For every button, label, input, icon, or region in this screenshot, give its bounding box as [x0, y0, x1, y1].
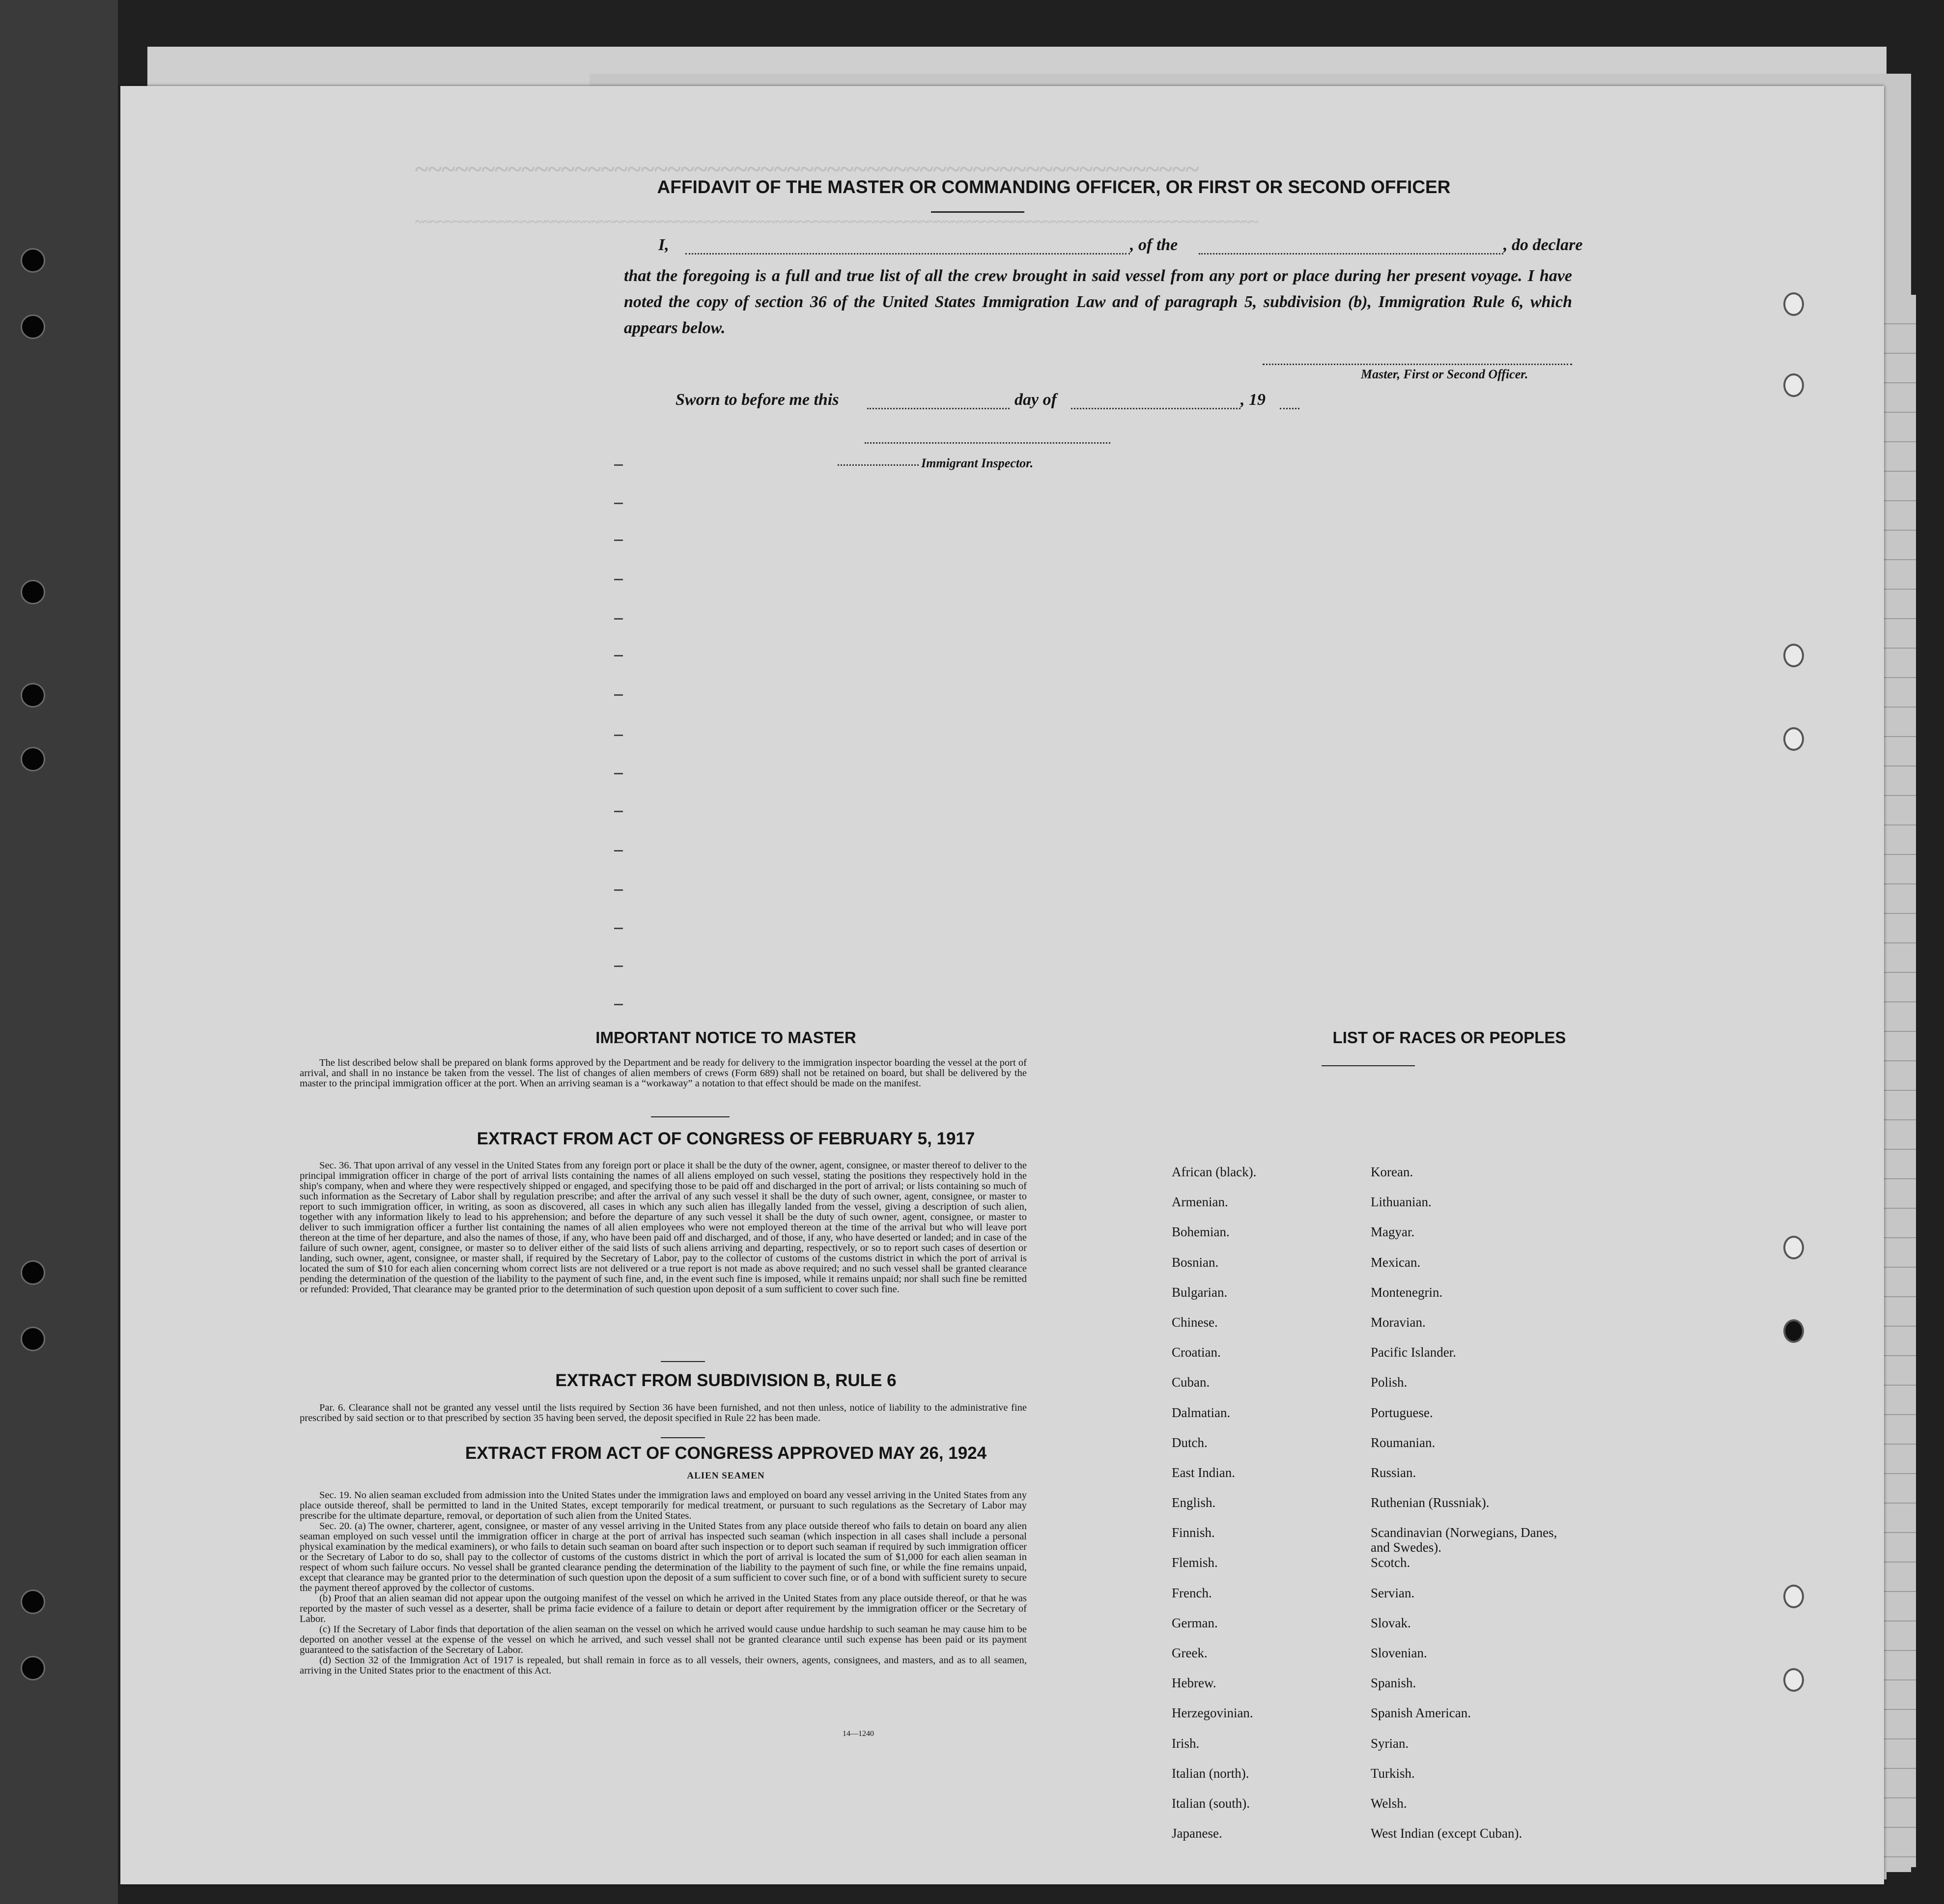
binder-hole [21, 1327, 45, 1351]
declarant-i-label: I, [658, 236, 669, 254]
extract-rule6-title: EXTRACT FROM SUBDIVISION B, RULE 6 [555, 1371, 897, 1390]
race-name: German. [1172, 1615, 1218, 1630]
race-item [1172, 1165, 1256, 1194]
day-of-label: day of [1014, 391, 1057, 409]
race-item [1172, 1255, 1256, 1285]
extract-1924-paragraph: (b) Proof that an alien seaman did not appear upon the outgoing manifest of the vessel on which he arrived in the United States from any place outside thereof, or that he was reported by the master of such vessel as a deserter, shall be prima facie evidence of a failure to detain or deport after requirement by the immigration officer or the Secretary of Labor. [300, 1593, 1027, 1624]
race-item [1172, 1465, 1256, 1495]
race-item [1371, 1315, 1577, 1345]
bleed-through-text: ~~~~~~~~~~~~~~~~~~~~~~~~~~~~~~~~~~~~~~~~~~~~~~~~~~~~~~~~~~~ [415, 155, 1199, 183]
race-item [1371, 1616, 1577, 1646]
race-name: Croatian. [1172, 1345, 1221, 1360]
margin-tick [614, 928, 623, 929]
extract-1924-title: EXTRACT FROM ACT OF CONGRESS APPROVED MAY 26, 1924 [465, 1444, 987, 1463]
race-item [1172, 1405, 1256, 1435]
extract-1924-paragraph: Sec. 20. (a) The owner, charterer, agent, consignee, or master of any vessel arriving in the United States from any place outside thereof who fails to detain on board any alien seaman employed on such vessel until the immigration officer in charge at the port of arrival has inspected such seaman (which inspection in all cases shall include a personal physical examination by the medical examiners), or who fails to detain such seaman on board after such inspection or to deport such seaman if required by such immigration officer or the Secretary of Labor to do so, shall pay to the collector of customs of the customs district in which the port of arrival is located the sum of $1,000 for each alien seaman in respect of whom such failure occurs. No vessel shall be granted clearance pending the determination of the liability to the payment of such fine, or while the fine remains unpaid, except that clearance may be granted prior to the determination of such question upon the deposit of a sum sufficient to cover such fine, or of a bond with sufficient surety to secure the payment thereof approved by the collector of customs. [300, 1521, 1027, 1593]
section-divider [651, 1116, 730, 1117]
binder-hole [21, 314, 45, 339]
race-item [1371, 1736, 1577, 1766]
sworn-day-field[interactable] [867, 408, 1010, 409]
section-divider [661, 1361, 705, 1362]
inspector-signature-line[interactable] [865, 442, 1110, 444]
binder-strip [0, 0, 118, 1904]
binder-hole [21, 580, 45, 604]
race-name: Bosnian. [1172, 1254, 1219, 1270]
extract-1924-text [300, 1490, 1027, 1676]
form-number: 14—1240 [843, 1730, 874, 1738]
affidavit-body: that the foregoing is a full and true list of all the crew brought in said vessel from any port or place during her present voyage. I have noted the copy of section 36 of the United States Immigration Law and of paragraph 5, subdivision (b), Immigration Rule 6, which appears below. [624, 267, 1572, 337]
race-item [1371, 1495, 1577, 1525]
extract-1924-paragraph: Sec. 19. No alien seaman excluded from admission into the United States under the immigration laws and employed on board any vessel arriving in the United States from any place outside thereof, shall be permitted to land in the United States, except temporarily for medical treatment, or pursuant to such regulations as the Secretary of Labor may prescribe for the ultimate departure, removal, or deportation of such alien from the United States. [300, 1490, 1027, 1521]
race-name: Welsh. [1371, 1795, 1407, 1811]
sworn-month-field[interactable] [1071, 408, 1240, 409]
binder-hole [21, 1590, 45, 1614]
race-item [1371, 1465, 1577, 1495]
extract-1917-paragraph: Sec. 36. That upon arrival of any vessel in the United States from any foreign port or place it shall be the duty of the owner, agent, consignee, or master thereof to deliver to the principal immigration officer in charge of the port of arrival lists containing the names of all aliens employed on such vessel, stating the positions they respectively hold in the ship's company, when and where they were respectively shipped or engaged, and specifying those to be paid off and discharged in the port of arrival; or lists containing so much of such information as the Secretary of Labor shall by regulation prescribe; and after the arrival of any such vessel it shall be the duty of such owner, agent, consignee, or master to report to such immigration officer, in writing, as soon as discovered, all cases in which any such alien has illegally landed from the vessel, giving a description of such alien, together with any information likely to lead to his apprehension; and before the departure of any such vessel it shall be the duty of such owner, agent, consignee, or master to deliver to such immigration officer a further list containing the names of all alien employees who were not employed thereon at the time of the arrival but who will leave port thereon at the time of her departure, and also the names of those, if any, who have been paid off and discharged, and of those, if any, who have deserted or landed; and in case of the failure of such owner, agent, consignee, or master so to deliver either of the said lists of such aliens arriving and departing, respectively, or so to report such cases of desertion or landing, such owner, agent, consignee, or master shall, if required by the Secretary of Labor, pay to the collector of customs of the customs district in which the port of arrival is located the sum of $10 for each alien concerning whom correct lists are not delivered or a true report is not made as above required; and no such vessel shall be granted clearance pending the determination of the question of the liability to the payment of such fine, and, in the event such fine is imposed, while it remains unpaid; nor shall such fine be remitted or refunded: Provided, That clearance may be granted prior to the determination of such question upon deposit of a sum sufficient to cover such fine. [300, 1160, 1027, 1295]
race-name: Turkish. [1371, 1765, 1415, 1781]
affidavit-title: AFFIDAVIT OF THE MASTER OR COMMANDING OFFICER, OR FIRST OR SECOND OFFICER [657, 177, 1451, 197]
race-item [1371, 1405, 1577, 1435]
race-name: Finnish. [1172, 1525, 1215, 1540]
race-name: Slovenian. [1371, 1646, 1427, 1660]
page-hole [1783, 1585, 1804, 1608]
page-hole [1783, 644, 1804, 667]
race-item [1371, 1255, 1577, 1285]
notice-text [300, 1058, 1027, 1089]
page-hole [1783, 727, 1804, 751]
race-name: Portuguese. [1371, 1405, 1433, 1420]
race-item [1172, 1616, 1256, 1646]
race-name: Japanese. [1172, 1826, 1222, 1841]
race-name: Flemish. [1172, 1555, 1218, 1570]
race-name: Irish. [1172, 1735, 1200, 1751]
margin-tick [614, 464, 623, 466]
race-name: Syrian. [1371, 1735, 1409, 1751]
race-item [1172, 1285, 1256, 1315]
race-name: Italian (south). [1172, 1795, 1250, 1811]
race-item [1371, 1224, 1577, 1254]
race-item [1371, 1285, 1577, 1315]
race-name: Korean. [1371, 1165, 1413, 1179]
page-hole [1783, 1668, 1804, 1692]
race-name: Dalmatian. [1172, 1405, 1231, 1420]
margin-tick [614, 1004, 623, 1005]
margin-tick [614, 618, 623, 620]
race-item [1371, 1646, 1577, 1676]
binder-hole [21, 1260, 45, 1285]
race-name: Spanish. [1371, 1676, 1416, 1691]
race-name: Lithuanian. [1371, 1194, 1432, 1210]
race-item [1172, 1435, 1256, 1465]
margin-tick [614, 655, 623, 656]
race-item [1371, 1826, 1577, 1856]
race-item [1371, 1435, 1577, 1465]
extract-rule6-text [300, 1403, 1027, 1423]
race-name: Italian (north). [1172, 1765, 1249, 1781]
margin-tick [614, 735, 623, 736]
do-declare-label: , do declare [1503, 236, 1583, 254]
race-name: Mexican. [1371, 1254, 1421, 1270]
race-item [1172, 1676, 1256, 1705]
race-name: Chinese. [1172, 1314, 1218, 1330]
race-name: Spanish American. [1371, 1705, 1471, 1721]
extract-1924-paragraph: (c) If the Secretary of Labor finds that deportation of the alien seaman on the vessel on which he arrived would cause undue hardship to such seaman he may cause him to be deported on another vessel at the expense of the vessel on which he arrived, and such vessel shall not be granted clearance until such expense has been paid or its payment guaranteed to the satisfaction of the Secretary of Labor. [300, 1624, 1027, 1655]
document-page [120, 86, 1884, 1884]
races-title: LIST OF RACES OR PEOPLES [1332, 1028, 1566, 1047]
margin-tick [614, 773, 623, 774]
races-left-column [1172, 1165, 1256, 1856]
race-name: Greek. [1172, 1646, 1208, 1660]
race-item [1371, 1525, 1577, 1555]
inspector-lead-line [838, 464, 919, 466]
race-name: Moravian. [1371, 1314, 1426, 1330]
race-name: Cuban. [1172, 1375, 1210, 1390]
race-name: West Indian (except Cuban). [1371, 1826, 1522, 1841]
margin-tick [614, 503, 623, 504]
race-item [1371, 1676, 1577, 1705]
extract-1917-text [300, 1161, 1027, 1295]
race-name: Armenian. [1172, 1194, 1228, 1210]
race-item [1172, 1375, 1256, 1405]
race-name: Herzegovinian. [1172, 1705, 1253, 1721]
race-item [1371, 1345, 1577, 1375]
binder-hole [21, 747, 45, 771]
race-item [1172, 1705, 1256, 1735]
races-right-column [1371, 1165, 1577, 1856]
race-name: Scotch. [1371, 1555, 1410, 1570]
race-item [1371, 1555, 1577, 1585]
race-item [1172, 1646, 1256, 1676]
page-hole [1783, 292, 1804, 316]
race-item [1371, 1586, 1577, 1616]
bleed-through-text: ~~~~~~~~~~~~~~~~~~~~~~~~~~~~~~~~~~~~~~~~~~~~~~~~~~~~~~~~~~~~~~~~~~~~~~~~~~~~~~~~~~~~~~~~~~~~~~~~~~~~~~~~~~~~~~ [415, 214, 1259, 230]
race-item [1371, 1796, 1577, 1826]
races-title-underline [1322, 1065, 1415, 1066]
race-name: East Indian. [1172, 1465, 1235, 1480]
vessel-name-field[interactable] [1199, 253, 1503, 255]
race-item [1371, 1194, 1577, 1224]
margin-tick [614, 811, 623, 812]
extract-1924-subtitle: ALIEN SEAMEN [687, 1471, 765, 1481]
race-item [1172, 1555, 1256, 1585]
notice-paragraph: The list described below shall be prepared on blank forms approved by the Department and be ready for delivery to the immigration inspector boarding the vessel at the port of arrival, and shall in no instance be taken from the vessel. The list of changes of alien members of crews (Form 689) shall not be retained on board, but shall be delivered by the master to the principal immigration officer at the port. When an arriving seaman is a “workaway” a notation to that effect should be made on the manifest. [300, 1057, 1027, 1089]
margin-tick [614, 694, 623, 696]
race-name: Scandinavian (Norwegians, Danes, and Swedes). [1371, 1525, 1557, 1555]
of-the-label: , of the [1130, 236, 1178, 254]
extract-1917-title: EXTRACT FROM ACT OF CONGRESS OF FEBRUARY 5, 1917 [477, 1129, 975, 1148]
binder-hole [21, 683, 45, 708]
race-item [1172, 1766, 1256, 1796]
race-name: Bohemian. [1172, 1224, 1230, 1240]
signature-caption: Master, First or Second Officer. [1361, 367, 1528, 381]
page-hole [1783, 1319, 1804, 1343]
sworn-label: Sworn to before me this [676, 391, 839, 409]
race-item [1172, 1826, 1256, 1856]
race-name: Servian. [1371, 1585, 1415, 1600]
race-name: Pacific Islander. [1371, 1345, 1456, 1360]
page-hole [1783, 1236, 1804, 1259]
inspector-caption: Immigrant Inspector. [921, 456, 1034, 470]
margin-tick [614, 966, 623, 967]
race-name: English. [1172, 1495, 1216, 1510]
signature-line[interactable] [1263, 364, 1572, 365]
declarant-name-field[interactable] [685, 253, 1130, 255]
margin-tick [614, 540, 623, 541]
race-item [1371, 1705, 1577, 1735]
title-underline [931, 211, 1024, 213]
race-name: Russian. [1371, 1465, 1416, 1480]
race-item [1371, 1165, 1577, 1194]
section-divider [661, 1437, 705, 1438]
race-item [1371, 1375, 1577, 1405]
extract-1924-paragraph: (d) Section 32 of the Immigration Act of 1917 is repealed, but shall remain in force as to all vessels, their owners, agents, consignees, and masters, and as to all seamen, arriving in the United States prior to the enactment of this Act. [300, 1655, 1027, 1676]
race-item [1172, 1736, 1256, 1766]
race-name: Montenegrin. [1371, 1284, 1443, 1300]
race-item [1371, 1766, 1577, 1796]
race-name: Bulgarian. [1172, 1284, 1228, 1300]
extract-rule6-paragraph: Par. 6. Clearance shall not be granted any vessel until the lists required by Section 36 have been furnished, and not then unless, notice of liability to the administrative fine prescribed by said section or to that prescribed by section 35 having been served, the deposit specified in Rule 22 has been made. [300, 1402, 1027, 1423]
notice-title: IMPORTANT NOTICE TO MASTER [595, 1028, 856, 1047]
margin-tick [614, 850, 623, 852]
race-item [1172, 1796, 1256, 1826]
race-item [1172, 1525, 1256, 1555]
race-item [1172, 1224, 1256, 1254]
race-name: Polish. [1371, 1375, 1408, 1390]
race-item [1172, 1345, 1256, 1375]
race-name: French. [1172, 1585, 1212, 1600]
race-item [1172, 1495, 1256, 1525]
race-item [1172, 1586, 1256, 1616]
race-name: Dutch. [1172, 1435, 1208, 1450]
margin-tick [614, 579, 623, 580]
binder-hole [21, 248, 45, 273]
margin-tick [614, 889, 623, 891]
race-name: Slovak. [1371, 1615, 1411, 1630]
race-name: African (black). [1172, 1165, 1257, 1179]
race-item [1172, 1194, 1256, 1224]
race-name: Ruthenian (Russniak). [1371, 1495, 1490, 1510]
race-name: Roumanian. [1371, 1435, 1436, 1450]
race-name: Magyar. [1371, 1224, 1415, 1240]
page-hole [1783, 373, 1804, 397]
race-item [1172, 1315, 1256, 1345]
year-prefix: , 19 [1240, 391, 1266, 409]
race-name: Hebrew. [1172, 1676, 1216, 1691]
sworn-year-field[interactable] [1280, 408, 1299, 409]
binder-hole [21, 1656, 45, 1680]
